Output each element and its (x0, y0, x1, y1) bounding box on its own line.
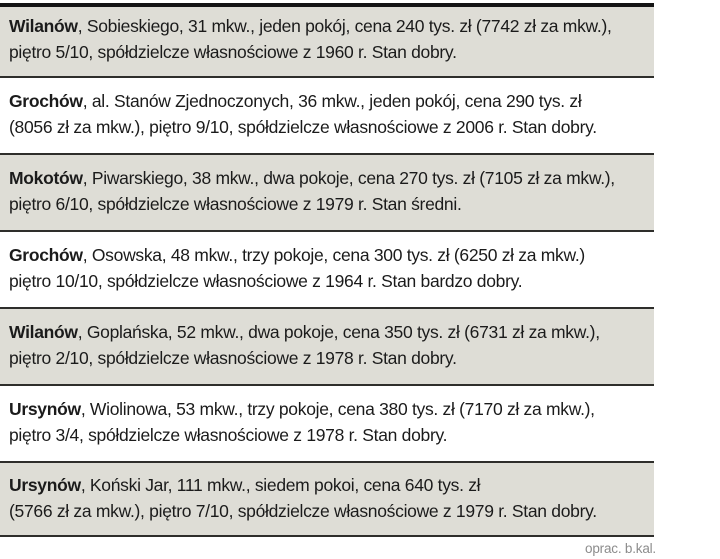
listing-line1 (9, 165, 648, 191)
district-name: Wilanów (9, 322, 78, 342)
district-name: Grochów (9, 91, 83, 111)
listing-line2: piętro 6/10, spółdzielcze własnościowe z 1979 r. Stan średni. (9, 194, 462, 214)
listing-row-7 (0, 463, 654, 537)
listing-line1 (9, 13, 648, 39)
listing-row-2 (0, 78, 654, 155)
listing-line1 (9, 319, 648, 345)
listing-line1 (9, 396, 648, 422)
listing-row-3 (0, 155, 654, 232)
district-name: Wilanów (9, 16, 78, 36)
listing-line2: piętro 3/4, spółdzielcze własnościowe z 1978 r. Stan dobry. (9, 425, 448, 445)
listing-line1 (9, 242, 648, 268)
listing-row-5 (0, 309, 654, 386)
listing-line1 (9, 88, 648, 114)
district-name: Mokotów (9, 168, 83, 188)
listing-details: , Osowska, 48 mkw., trzy pokoje, cena 300 tys. zł (6250 zł za mkw.) (82, 245, 585, 265)
listing-line2: (5766 zł za mkw.), piętro 7/10, spółdzielcze własnościowe z 1979 r. Stan dobry. (9, 501, 597, 521)
listing-details: , Koński Jar, 111 mkw., siedem pokoi, cena 640 tys. zł (80, 475, 481, 495)
listing-details: , al. Stanów Zjednoczonych, 36 mkw., jeden pokój, cena 290 tys. zł (82, 91, 582, 111)
district-name: Grochów (9, 245, 83, 265)
listing-details: , Wiolinowa, 53 mkw., trzy pokoje, cena 380 tys. zł (7170 zł za mkw.), (80, 399, 595, 419)
district-name: Ursynów (9, 475, 81, 495)
listing-details: , Sobieskiego, 31 mkw., jeden pokój, cena 240 tys. zł (7742 zł za mkw.), (77, 16, 612, 36)
listing-line2: (8056 zł za mkw.), piętro 9/10, spółdzielcze własnościowe z 2006 r. Stan dobry. (9, 117, 597, 137)
listings-table (0, 3, 654, 537)
listing-line2: piętro 10/10, spółdzielcze własnościowe z 1964 r. Stan bardzo dobry. (9, 271, 523, 291)
district-name: Ursynów (9, 399, 81, 419)
credit-label: oprac. b.kal. (585, 541, 656, 556)
listing-row-4 (0, 232, 654, 309)
listing-line2: piętro 5/10, spółdzielcze własnościowe z 1960 r. Stan dobry. (9, 42, 457, 62)
listing-row-6 (0, 386, 654, 463)
listing-details: , Piwarskiego, 38 mkw., dwa pokoje, cena 270 tys. zł (7105 zł za mkw.), (82, 168, 615, 188)
listing-details: , Goplańska, 52 mkw., dwa pokoje, cena 350 tys. zł (6731 zł za mkw.), (77, 322, 600, 342)
listing-line1 (9, 472, 648, 498)
listing-line2: piętro 2/10, spółdzielcze własnościowe z 1978 r. Stan dobry. (9, 348, 457, 368)
listing-row-1 (0, 7, 654, 78)
